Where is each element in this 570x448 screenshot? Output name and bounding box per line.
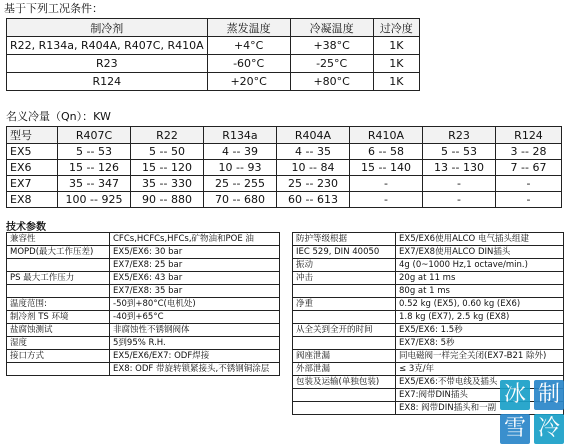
tech-row — [7, 233, 280, 246]
tech-value: 同电磁阀一样完全关闭(EX7-B21 除外) — [396, 350, 564, 363]
table-cell: - — [350, 176, 423, 192]
tech-row — [7, 298, 280, 311]
table-cell: 15 -- 126 — [58, 160, 131, 176]
tech-row — [293, 311, 564, 324]
tech-value: ≤ 3克/年 — [396, 363, 564, 376]
tech-row — [293, 259, 564, 272]
tech-value: -40到+65°C — [110, 311, 280, 324]
tech-key: 制冷剂 TS 环境 — [7, 311, 110, 324]
tech-row — [7, 324, 280, 337]
table-cell: 5 -- 50 — [131, 144, 204, 160]
table-cell: 7 -- 67 — [496, 160, 562, 176]
table-cell: 4 -- 35 — [277, 144, 350, 160]
tech-table-left — [6, 232, 280, 376]
tech-value: EX7/EX8使用ALCO DIN插头 — [396, 246, 564, 259]
table-cell: 10 -- 84 — [277, 160, 350, 176]
tech-value: EX8: 阀带DIN插头和一副 — [396, 402, 564, 415]
watermark-char-snow: 雪 — [500, 414, 530, 444]
tech-value: CFCs,HCFCs,HFCs,矿物油和POE 油 — [110, 233, 280, 246]
table-cell: R22, R134a, R404A, R407C, R410A — [7, 37, 208, 55]
capacity-title: 名义冷量（Qn）：KW — [6, 110, 111, 123]
header-cell: R124 — [496, 127, 562, 144]
table-cell: 60 -- 613 — [277, 192, 350, 208]
header-cell: 冷凝温度 — [290, 19, 373, 37]
tech-row — [293, 285, 564, 298]
table-row — [7, 144, 562, 160]
capacity-table — [6, 126, 562, 208]
tech-value: 20g at 11 ms — [396, 272, 564, 285]
tech-key: 兼容性 — [7, 233, 110, 246]
table-cell: EX7 — [7, 176, 58, 192]
tech-key — [7, 285, 110, 298]
table-cell: -60°C — [207, 55, 290, 73]
tech-row — [293, 324, 564, 337]
header-cell: 蒸发温度 — [207, 19, 290, 37]
tech-value: EX7:阀带DIN插头 — [396, 389, 564, 402]
tech-key: 盐腐蚀测试 — [7, 324, 110, 337]
tech-row — [293, 337, 564, 350]
tech-key — [293, 337, 396, 350]
tech-row — [7, 350, 280, 363]
tech-value: 1.8 kg (EX7), 2.5 kg (EX8) — [396, 311, 564, 324]
header-cell: 过冷度 — [373, 19, 419, 37]
table-cell: 1K — [373, 37, 419, 55]
header-cell: 型号 — [7, 127, 58, 144]
tech-key: PS 最大工作压力 — [7, 272, 110, 285]
tech-value: EX7/EX8: 5秒 — [396, 337, 564, 350]
header-cell: 制冷剂 — [7, 19, 208, 37]
table-cell: -25°C — [290, 55, 373, 73]
header-cell: R22 — [131, 127, 204, 144]
tech-key: 净重 — [293, 298, 396, 311]
tech-value: 80g at 1 ms — [396, 285, 564, 298]
table-cell: EX5 — [7, 144, 58, 160]
tech-value: 0.52 kg (EX5), 0.60 kg (EX6) — [396, 298, 564, 311]
conditions-table — [6, 18, 420, 91]
table-cell: 4 -- 39 — [204, 144, 277, 160]
table-cell: +38°C — [290, 37, 373, 55]
tech-key — [293, 389, 396, 402]
tech-row — [7, 246, 280, 259]
table-cell: 15 -- 120 — [131, 160, 204, 176]
table-cell: 10 -- 93 — [204, 160, 277, 176]
tech-key — [7, 363, 110, 376]
watermark-char-ice: 冰 — [500, 380, 530, 410]
tech-key: 外部泄漏 — [293, 363, 396, 376]
header-cell: R404A — [277, 127, 350, 144]
tech-value: EX5/EX6: 30 bar — [110, 246, 280, 259]
tech-key: 接口方式 — [7, 350, 110, 363]
tech-row — [293, 246, 564, 259]
table-cell: 25 -- 255 — [204, 176, 277, 192]
table-cell: R124 — [7, 73, 208, 91]
tech-value: EX5/EX6/EX7: ODF焊接 — [110, 350, 280, 363]
table-row — [7, 160, 562, 176]
header-cell: R410A — [350, 127, 423, 144]
tech-title: 技术参数 — [6, 222, 46, 233]
tech-value: EX8: ODF 带旋转锁紧接头,不锈钢铜涂层 — [110, 363, 280, 376]
tech-key: 温度范围: — [7, 298, 110, 311]
table-cell: 35 -- 330 — [131, 176, 204, 192]
tech-key: 防护等级根据 — [293, 233, 396, 246]
tech-key: 振动 — [293, 259, 396, 272]
tech-key: IEC 529, DIN 40050 — [293, 246, 396, 259]
tech-value: EX5/EX6: 1.5秒 — [396, 324, 564, 337]
table-cell: - — [423, 176, 496, 192]
tech-row — [293, 363, 564, 376]
table-cell: 1K — [373, 55, 419, 73]
table-cell: 35 -- 347 — [58, 176, 131, 192]
watermark-char-cold: 冷 — [534, 414, 564, 444]
tech-value: -50到+80°C(电机处) — [110, 298, 280, 311]
tech-key: 从全关到全开的时间 — [293, 324, 396, 337]
watermark-char-make: 制 — [534, 380, 564, 410]
tech-row — [7, 337, 280, 350]
tech-row — [7, 311, 280, 324]
tech-row — [7, 363, 280, 376]
table-cell: 15 -- 140 — [350, 160, 423, 176]
tech-key: 湿度 — [7, 337, 110, 350]
tech-row — [7, 285, 280, 298]
header-cell: R407C — [58, 127, 131, 144]
tech-value: 5到95% R.H. — [110, 337, 280, 350]
tech-row — [7, 259, 280, 272]
table-row — [7, 37, 420, 55]
tech-row — [293, 272, 564, 285]
table-cell: 6 -- 58 — [350, 144, 423, 160]
table-row — [7, 19, 420, 37]
table-cell: 5 -- 53 — [423, 144, 496, 160]
table-cell: 13 -- 130 — [423, 160, 496, 176]
tech-key: 冲击 — [293, 272, 396, 285]
tech-value: 非腐蚀性不锈钢阀体 — [110, 324, 280, 337]
tech-value: EX5/EX6: 43 bar — [110, 272, 280, 285]
table-row — [7, 55, 420, 73]
table-row — [7, 176, 562, 192]
tech-value: 4g (0~1000 Hz,1 octave/min.) — [396, 259, 564, 272]
table-cell: +80°C — [290, 73, 373, 91]
table-cell: 70 -- 680 — [204, 192, 277, 208]
tech-row — [293, 233, 564, 246]
table-cell: EX6 — [7, 160, 58, 176]
table-cell: - — [496, 192, 562, 208]
conditions-title: 基于下列工况条件： — [4, 2, 103, 15]
table-cell: +4°C — [207, 37, 290, 55]
tech-key: 阀座泄漏 — [293, 350, 396, 363]
tech-value: EX7/EX8: 25 bar — [110, 259, 280, 272]
table-cell: 3 -- 28 — [496, 144, 562, 160]
tech-value: EX5/EX6使用ALCO 电气插头组建 — [396, 233, 564, 246]
tech-value: EX5/EX6:不带电线及插头 — [396, 376, 564, 389]
header-cell: R23 — [423, 127, 496, 144]
tech-key: MOPD(最大工作压差) — [7, 246, 110, 259]
tech-key: 包装及运输(单独包装) — [293, 376, 396, 389]
tech-key — [293, 402, 396, 415]
table-row — [7, 73, 420, 91]
table-cell: R23 — [7, 55, 208, 73]
tech-value: EX7/EX8: 35 bar — [110, 285, 280, 298]
tech-row — [7, 272, 280, 285]
tech-key — [7, 259, 110, 272]
table-cell: 100 -- 925 — [58, 192, 131, 208]
table-cell: - — [423, 192, 496, 208]
table-cell: - — [496, 176, 562, 192]
table-cell: - — [350, 192, 423, 208]
tech-row — [293, 350, 564, 363]
header-cell: R134a — [204, 127, 277, 144]
tech-row — [293, 298, 564, 311]
table-cell: 25 -- 230 — [277, 176, 350, 192]
table-cell: 90 -- 880 — [131, 192, 204, 208]
table-cell: 5 -- 53 — [58, 144, 131, 160]
table-row — [7, 192, 562, 208]
table-cell: EX8 — [7, 192, 58, 208]
table-row — [7, 127, 562, 144]
tech-key — [293, 285, 396, 298]
table-cell: 1K — [373, 73, 419, 91]
table-cell: +20°C — [207, 73, 290, 91]
tech-key — [293, 311, 396, 324]
